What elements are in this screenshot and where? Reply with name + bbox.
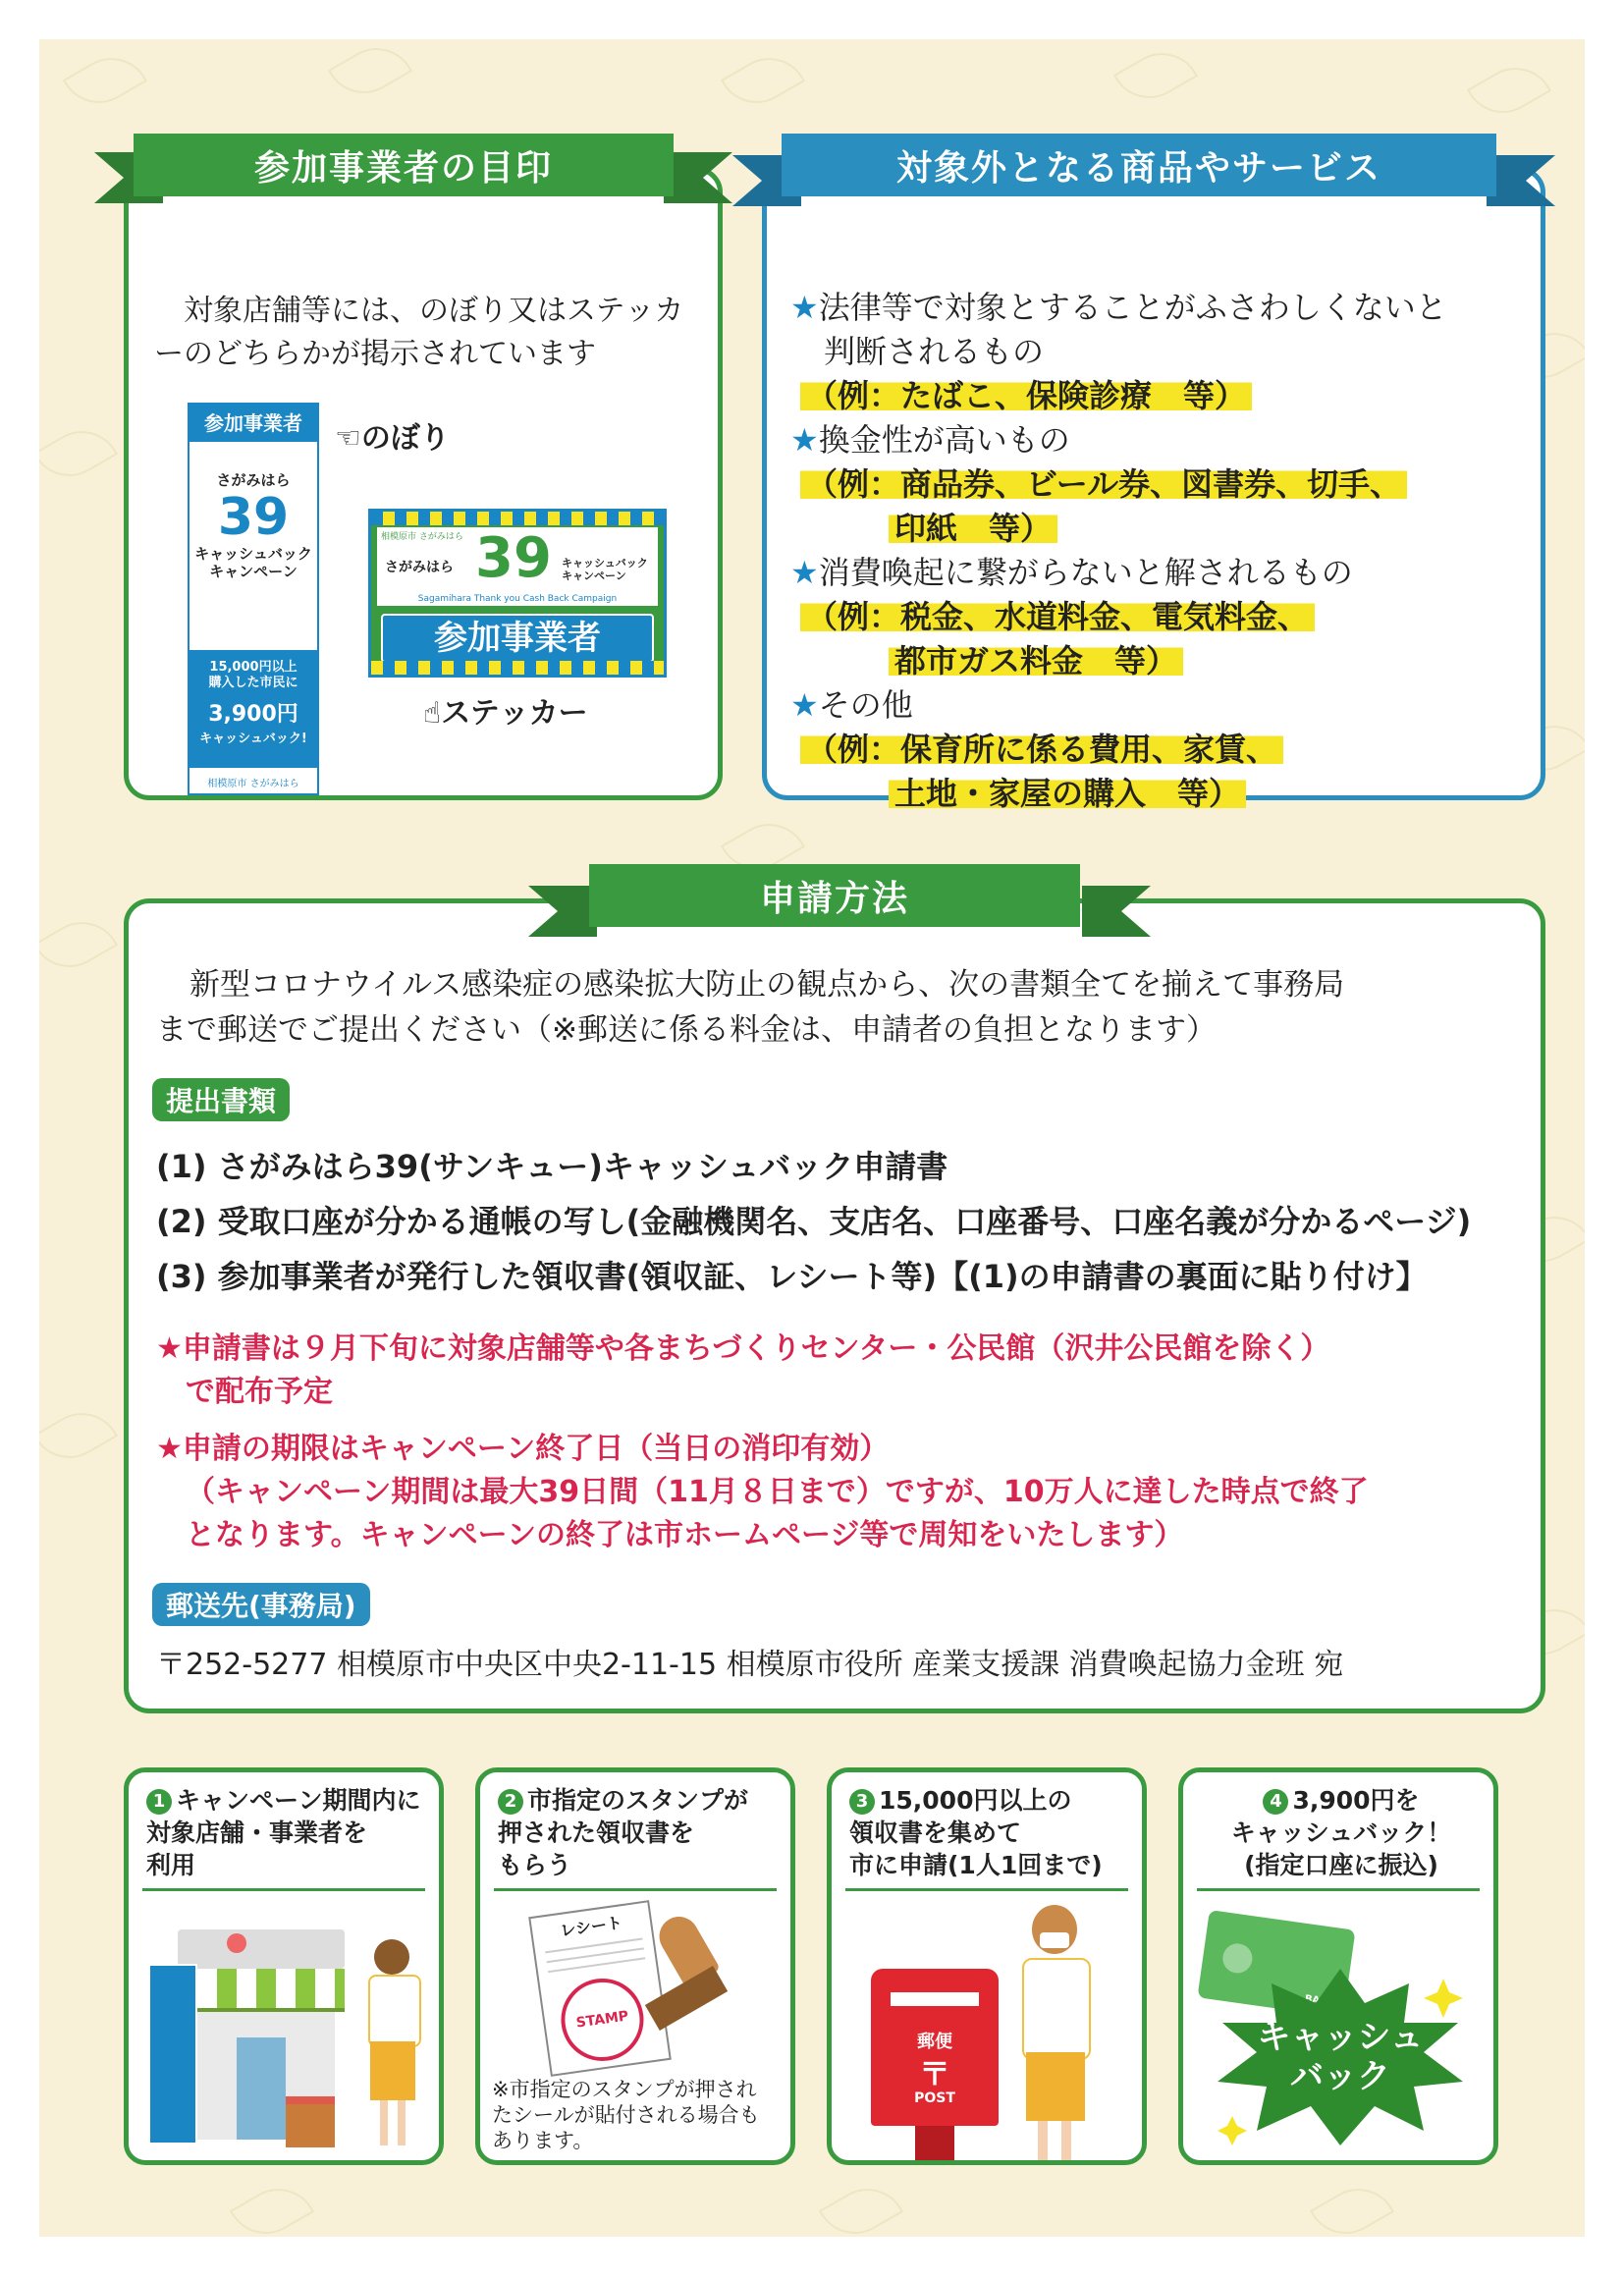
- stamp-mark: STAMP: [556, 1974, 649, 2067]
- leaf-decoration: [39, 1398, 118, 1472]
- step-number: 2: [498, 1789, 523, 1815]
- cashback-burst-text: キャッシュ バック: [1257, 2018, 1424, 2096]
- ribbon-tail-right: [664, 152, 732, 203]
- excluded-item-example-cont: 都市ガス料金 等）: [889, 642, 1183, 679]
- excluded-title-ribbon: [782, 134, 1496, 196]
- leaf-decoration: [1310, 2174, 1394, 2237]
- doc-item: (1) さがみはら39(サンキュー)キャッシュバック申請書: [156, 1148, 948, 1185]
- ribbon-tail-right: [1082, 886, 1151, 937]
- awning: [178, 1969, 345, 2012]
- step-card-1: [124, 1767, 444, 2165]
- receipt-label: レシート: [559, 1913, 623, 1940]
- pointing-hand-icon: ☝: [423, 696, 442, 731]
- nobori-number: 39: [217, 488, 290, 547]
- apply-intro-line2: まで郵送でご提出ください（※郵送に係る料金は、申請者の負担となります）: [156, 1012, 1217, 1048]
- marker-panel: [124, 167, 723, 800]
- excluded-item-example: （例：保育所に係る費用、家賃、: [800, 731, 1283, 768]
- nobori-flag-icon: [148, 1964, 197, 2144]
- step-title: [849, 1784, 1130, 1881]
- apply-title: 申請方法: [759, 878, 909, 919]
- apply-intro: [156, 962, 1531, 1053]
- excluded-item-example: （例：商品券、ビール券、図書券、切手、: [800, 465, 1407, 503]
- note-deadline-detail: （キャンペーン期間は最大39日間（11月８日まで）ですが、10万人に達した時点で終了: [186, 1475, 1369, 1509]
- doc-item: (3) 参加事業者が発行した領収書(領収証、レシート等)【(1)の申請書の裏面に貼り付け】: [156, 1258, 1428, 1295]
- star-icon: ★: [790, 686, 819, 724]
- excluded-item-consumption: [790, 551, 1537, 683]
- step-card-4: [1178, 1767, 1498, 2165]
- address-tag: 郵送先(事務局): [152, 1583, 370, 1626]
- excluded-item-law: [790, 286, 1537, 418]
- docs-list: [156, 1139, 1531, 1304]
- produce-box: [286, 2096, 335, 2147]
- step-title: [146, 1784, 427, 1881]
- step-divider: [1197, 1888, 1480, 1891]
- leaf-decoration: [721, 43, 805, 117]
- sticker-english: Sagamihara Thank you Cash Back Campaign: [417, 594, 618, 604]
- excluded-item-example: （例：税金、水道料金、電気料金、: [800, 598, 1315, 635]
- excluded-panel: [762, 167, 1545, 812]
- tomato-icon: [227, 1933, 246, 1953]
- woman-mailing-icon: [1018, 1905, 1097, 2165]
- nobori-city: さがみはら: [216, 471, 291, 489]
- sticker-label: [423, 692, 588, 735]
- star-icon: ★: [790, 421, 819, 459]
- stamp-note: ※市指定のスタンプが押されたシールが貼付される場合もあります。: [492, 2078, 760, 2152]
- step-card-3: [827, 1767, 1147, 2165]
- excluded-item-head: ★換金性が高いもの: [790, 421, 1070, 459]
- note-deadline-detail-cont: となります。キャンペーンの終了は市ホームページ等で周知をいたします）: [186, 1518, 1184, 1552]
- sticker-label-text: ステッカー: [441, 696, 588, 731]
- ribbon-tail-left: [528, 886, 597, 937]
- step-divider: [494, 1888, 777, 1891]
- woman-shopper-icon: [364, 1939, 423, 2150]
- step-number: 1: [146, 1789, 172, 1815]
- nobori-condition: 15,000円以上 購入した市民に: [208, 660, 298, 690]
- note-deadline: ★申請の期限はキャンペーン終了日（当日の消印有効）: [156, 1432, 890, 1466]
- flyer-page: [39, 39, 1585, 2237]
- leaf-decoration: [328, 39, 412, 108]
- leaf-decoration: [39, 907, 118, 981]
- post-label: 郵便: [917, 2032, 952, 2052]
- apply-panel: [124, 898, 1545, 1713]
- shop-door: [237, 2037, 286, 2140]
- nobori-label: ☜のぼり: [335, 421, 450, 456]
- apply-title-ribbon: [589, 864, 1080, 927]
- excluded-title: 対象外となる商品やサービス: [895, 147, 1381, 189]
- excluded-item-example: （例：たばこ、保険診療 等）: [800, 377, 1252, 414]
- excluded-item-other: [790, 683, 1537, 816]
- apply-intro-line1: 新型コロナウイルス感染症の感染拡大防止の観点から、次の書類全てを揃えて事務局: [189, 967, 1345, 1003]
- mailing-address: 〒252-5277 相模原市中央区中央2-11-15 相模原市役所 産業支援課 消費喚起協力金班 宛: [156, 1648, 1344, 1682]
- step-title-text: 市指定のスタンプが 押された領収書を もらう: [498, 1786, 749, 1879]
- sticker-number: 39: [475, 526, 552, 590]
- nobori-footer: 相模原市 さがみはら: [207, 779, 299, 789]
- nobori-amount: 3,900円: [208, 702, 298, 727]
- sticker-participant: 参加事業者: [381, 614, 654, 663]
- step-title: [498, 1784, 779, 1881]
- excluded-list: [790, 286, 1537, 816]
- marker-title: 参加事業者の目印: [253, 147, 553, 189]
- nobori-top: 参加事業者: [189, 405, 317, 442]
- excluded-item-head: ★法律等で対象とすることがふさわしくないと: [790, 289, 1447, 326]
- leaf-decoration: [819, 2174, 903, 2237]
- apply-notes: [156, 1328, 1531, 1557]
- leaf-decoration: [39, 416, 118, 490]
- excluded-item-head2: 判断されるもの: [824, 333, 1045, 370]
- sticker: [368, 509, 667, 678]
- shop-illustration: [178, 1929, 345, 2141]
- excluded-item-exchange: [790, 418, 1537, 551]
- note-form-distribution: ★申請書は９月下旬に対象店舗等や各まちづくりセンター・公民館（沢井公民館を除く）: [156, 1331, 1330, 1366]
- post-mark: 〒: [918, 2055, 950, 2092]
- step-divider: [142, 1888, 425, 1891]
- sticker-city: さがみはら: [385, 560, 454, 575]
- step-title-text: キャンペーン期間内に 対象店舗・事業者を 利用: [146, 1786, 421, 1879]
- stamp-icon: [647, 1915, 735, 2042]
- step-number: 4: [1263, 1789, 1288, 1815]
- leaf-decoration: [230, 2174, 314, 2237]
- excluded-item-head: ★その他: [790, 686, 913, 724]
- star-icon: ★: [790, 289, 819, 326]
- star-icon: ★: [790, 554, 819, 591]
- burst-icon: [1213, 1969, 1468, 2145]
- excluded-item-head: ★消費喚起に繋がらないと解されるもの: [790, 554, 1353, 591]
- sticker-checker: [371, 512, 664, 525]
- doc-item: (2) 受取口座が分かる通帳の写し(金融機関名、支店名、口座番号、口座名義が分かるページ): [156, 1203, 1472, 1240]
- sticker-header: 相模原市 さがみはら: [381, 532, 463, 542]
- excluded-item-example-cont: 印紙 等）: [889, 510, 1057, 547]
- step-title-text: 3,900円を キャッシュバック！ (指定口座に振込): [1230, 1786, 1452, 1879]
- sticker-checker-bottom: [371, 661, 664, 675]
- leaf-decoration: [1467, 53, 1551, 127]
- step-card-2: [475, 1767, 795, 2165]
- leaf-decoration: [1113, 39, 1198, 113]
- note-form-distribution-cont: で配布予定: [186, 1375, 333, 1409]
- postbox-icon: [871, 1969, 999, 2160]
- sticker-upper: [377, 527, 658, 606]
- step-title: [1201, 1784, 1482, 1881]
- post-english: POST: [914, 2090, 955, 2106]
- nobori-lower: [189, 650, 317, 768]
- step-number: 3: [849, 1789, 875, 1815]
- nobori-campaign: キャッシュバック キャンペーン: [194, 545, 312, 580]
- nobori-banner: [188, 403, 319, 795]
- docs-tag: 提出書類: [152, 1078, 290, 1121]
- ribbon-tail-right: [1487, 155, 1555, 206]
- marker-intro: 対象店舗等には、のぼり又はステッカーのどちらかが掲示されています: [154, 294, 684, 371]
- nobori-cashback: キャッシュバック!: [199, 732, 307, 746]
- step-title-text: 15,000円以上の 領収書を集めて 市に申請(1人1回まで): [849, 1786, 1103, 1879]
- leaf-decoration: [63, 43, 147, 117]
- sticker-campaign: キャッシュバック キャンペーン: [562, 557, 648, 582]
- excluded-item-example-cont: 土地・家屋の購入 等）: [889, 775, 1246, 812]
- marker-title-ribbon: [134, 134, 674, 196]
- step-divider: [845, 1888, 1128, 1891]
